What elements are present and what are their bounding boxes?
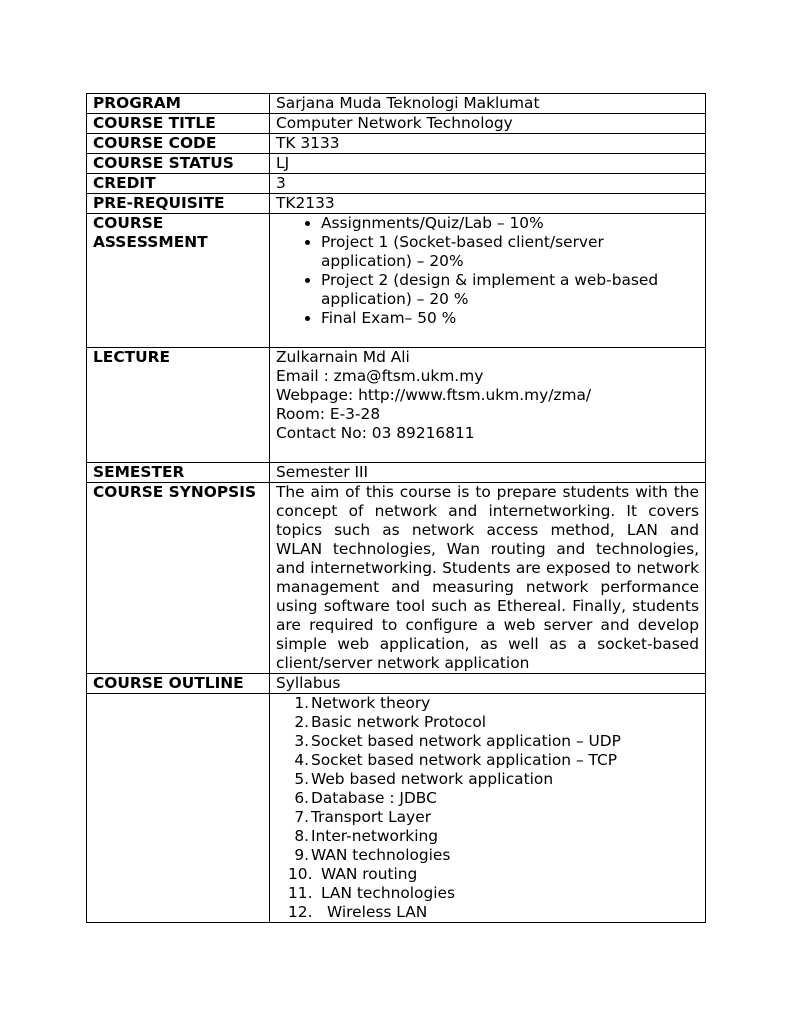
- item-text: LAN technologies: [321, 884, 455, 902]
- item-text: Network theory: [311, 694, 431, 712]
- assessment-item: • Assignments/Quiz/Lab – 10%: [321, 214, 699, 233]
- assessment-list: [276, 214, 699, 328]
- row-program: [87, 94, 706, 114]
- list-item: [276, 808, 699, 827]
- item-number: 6.: [294, 789, 309, 807]
- row-lecture: [87, 348, 706, 463]
- item-number: 12.: [288, 903, 313, 921]
- list-item: [276, 865, 699, 884]
- item-number: 5.: [294, 770, 309, 788]
- row-course-status: [87, 154, 706, 174]
- course-title-value: Computer Network Technology: [270, 114, 706, 134]
- semester-value: Semester III: [270, 463, 706, 483]
- lecturer-name: Zulkarnain Md Ali: [276, 348, 410, 366]
- row-credit: [87, 174, 706, 194]
- item-number: 4.: [294, 751, 309, 769]
- outline-label: COURSE OUTLINE: [87, 674, 270, 694]
- item-number: 10.: [288, 865, 313, 883]
- spacer: [276, 443, 699, 462]
- row-course-code: [87, 134, 706, 154]
- course-title-label: COURSE TITLE: [87, 114, 270, 134]
- credit-value: 3: [270, 174, 706, 194]
- list-item: [276, 827, 699, 846]
- lecturer-email: Email : zma@ftsm.ukm.my: [276, 367, 484, 385]
- semester-label: SEMESTER: [87, 463, 270, 483]
- row-course-title: [87, 114, 706, 134]
- item-text: Basic network Protocol: [311, 713, 487, 731]
- item-number: 8.: [294, 827, 309, 845]
- row-synopsis: [87, 483, 706, 674]
- item-text: Wireless LAN: [327, 903, 428, 921]
- item-number: 9.: [294, 846, 309, 864]
- item-text: Database : JDBC: [311, 789, 437, 807]
- list-item: [276, 770, 699, 789]
- syllabus-value: [270, 694, 706, 923]
- lecture-label: LECTURE: [87, 348, 270, 463]
- list-item: [276, 789, 699, 808]
- item-text: WAN technologies: [311, 846, 451, 864]
- item-number: 3.: [294, 732, 309, 750]
- course-code-label: COURSE CODE: [87, 134, 270, 154]
- item-number: 2.: [294, 713, 309, 731]
- list-item: [276, 694, 699, 713]
- item-text: Inter-networking: [311, 827, 438, 845]
- prerequisite-value: TK2133: [270, 194, 706, 214]
- item-text: Transport Layer: [311, 808, 432, 826]
- assessment-item: • Project 1 (Socket-based client/server application) – 20%: [321, 233, 699, 271]
- assessment-label: [87, 214, 270, 348]
- course-status-value: LJ: [270, 154, 706, 174]
- row-prerequisite: [87, 194, 706, 214]
- synopsis-value: The aim of this course is to prepare students with the concept of network and internetworking. It covers topics such as network access method, LAN and WLAN technologies, Wan routing and technologies, and internetworking. Students are exposed to network management and measuring network performance using software tool such as Ethereal. Finally, students are required to configure a web server and develop simple web application, as well as a socket-based client/server network application: [270, 483, 706, 674]
- assessment-label-line1: COURSE: [93, 214, 164, 232]
- prerequisite-label: PRE-REQUISITE: [87, 194, 270, 214]
- row-syllabus: [87, 694, 706, 923]
- lecture-value: [270, 348, 706, 463]
- item-text: Socket based network application – TCP: [311, 751, 618, 769]
- row-semester: [87, 463, 706, 483]
- syllabus-list: [276, 694, 699, 922]
- synopsis-label: COURSE SYNOPSIS: [87, 483, 270, 674]
- program-label: PROGRAM: [87, 94, 270, 114]
- lecturer-room: Room: E-3-28: [276, 405, 381, 423]
- assessment-item: • Final Exam– 50 %: [321, 309, 699, 328]
- item-text: Socket based network application – UDP: [311, 732, 621, 750]
- list-item: [276, 732, 699, 751]
- item-number: 11.: [288, 884, 313, 902]
- item-number: 1.: [294, 694, 309, 712]
- lecturer-contact: Contact No: 03 89216811: [276, 424, 475, 442]
- row-outline: [87, 674, 706, 694]
- assessment-item: • Project 2 (design & implement a web-based application) – 20 %: [321, 271, 699, 309]
- program-value: Sarjana Muda Teknologi Maklumat: [270, 94, 706, 114]
- lecturer-webpage: Webpage: http://www.ftsm.ukm.my/zma/: [276, 386, 592, 404]
- list-item: [276, 884, 699, 903]
- list-item: [276, 903, 699, 922]
- item-text: WAN routing: [321, 865, 418, 883]
- list-item: [276, 713, 699, 732]
- list-item: [276, 751, 699, 770]
- course-code-value: TK 3133: [270, 134, 706, 154]
- syllabus-empty-label: [87, 694, 270, 923]
- list-item: [276, 846, 699, 865]
- course-status-label: COURSE STATUS: [87, 154, 270, 174]
- item-number: 7.: [294, 808, 309, 826]
- row-assessment: [87, 214, 706, 348]
- assessment-value: [270, 214, 706, 348]
- item-text: Web based network application: [311, 770, 554, 788]
- course-info-table: [86, 93, 706, 923]
- spacer: [276, 328, 699, 347]
- outline-heading: Syllabus: [270, 674, 706, 694]
- credit-label: CREDIT: [87, 174, 270, 194]
- assessment-label-line2: ASSESSMENT: [93, 233, 208, 251]
